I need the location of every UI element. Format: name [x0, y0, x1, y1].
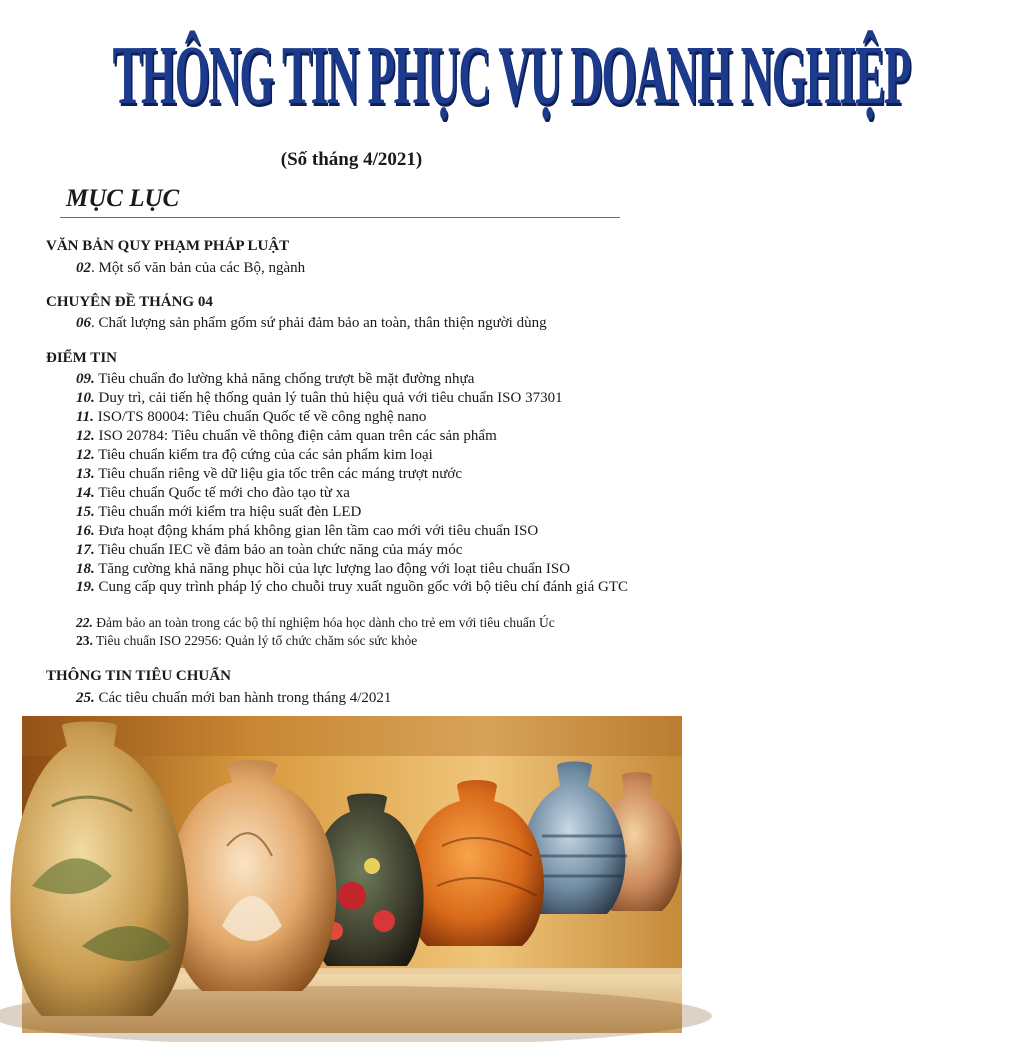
toc-entry[interactable] — [76, 389, 679, 408]
entry-text: ISO 20784: Tiêu chuẩn về thông điện cảm quan trên các sản phẩm — [94, 428, 497, 444]
section-title: THÔNG TIN TIÊU CHUẨN — [46, 668, 231, 684]
toc-entry[interactable] — [76, 408, 679, 427]
page-number: 02 — [76, 260, 91, 276]
entry-text: Chất lượng sản phẩm gốm sứ phải đảm bảo an toàn, thân thiện người dùng — [94, 315, 547, 331]
entry-text: ISO/TS 80004: Tiêu chuẩn Quốc tế về công nghệ nano — [93, 409, 427, 425]
toc-entry[interactable] — [76, 613, 679, 632]
page-number: 25. — [76, 690, 95, 706]
toc-entry[interactable] — [76, 465, 679, 484]
entry-text: Duy trì, cải tiến hệ thống quản lý tuân thủ hiệu quả với tiêu chuẩn ISO 37301 — [94, 390, 563, 406]
toc-entry[interactable] — [76, 427, 679, 446]
toc-entry[interactable] — [76, 370, 679, 389]
page-number: 23. — [76, 633, 93, 648]
toc-entry[interactable] — [76, 541, 679, 560]
masthead — [0, 18, 910, 128]
page-number: 12. — [76, 447, 95, 463]
toc-entry[interactable] — [76, 631, 679, 650]
issue-label: (Số tháng 4/2021) — [280, 149, 423, 170]
page-number: 16. — [76, 523, 95, 539]
page-number: 18. — [76, 561, 95, 577]
entry-text: Tiêu chuẩn Quốc tế mới cho đào tạo từ xa — [94, 485, 350, 501]
toc-entry[interactable] — [76, 484, 679, 503]
page-number: 22. — [76, 615, 93, 630]
entry-text: Tăng cường khả năng phục hồi của lực lượng lao động với loạt tiêu chuẩn ISO — [94, 561, 571, 577]
entry-text: Tiêu chuẩn mới kiểm tra hiệu suất đèn LED — [94, 504, 362, 520]
vases-illustration — [22, 716, 682, 1033]
toc-entry[interactable] — [76, 446, 679, 465]
page-number: 14. — [76, 485, 95, 501]
section-title: CHUYÊN ĐỀ THÁNG 04 — [46, 294, 213, 310]
toc-entry[interactable] — [76, 560, 679, 579]
entry-text: Đảm bảo an toàn trong các bộ thí nghiệm hóa học dành cho trẻ em với tiêu chuẩn Úc — [92, 615, 555, 630]
entry-text: Tiêu chuẩn ISO 22956: Quản lý tổ chức chăm sóc sức khỏe — [92, 633, 418, 648]
entry-text: Một số văn bản của các Bộ, ngành — [94, 260, 306, 276]
entry-text: Tiêu chuẩn IEC về đảm bảo an toàn chức năng của máy móc — [94, 542, 463, 558]
entry-text: Cung cấp quy trình pháp lý cho chuỗi truy xuất nguồn gốc với bộ tiêu chí đánh giá GTC — [94, 579, 629, 595]
entry-separator: . — [91, 260, 95, 276]
toc-entry[interactable] — [76, 503, 679, 522]
entry-separator: . — [91, 315, 95, 331]
page-number: 11. — [76, 409, 94, 425]
toc-entry[interactable] — [76, 314, 679, 333]
page-number: 09. — [76, 371, 95, 387]
entry-text: Các tiêu chuẩn mới ban hành trong tháng 4/2021 — [94, 690, 392, 706]
page-number: 17. — [76, 542, 95, 558]
toc-divider — [60, 217, 620, 218]
entry-text: Đưa hoạt động khám phá không gian lên tầm cao mới với tiêu chuẩn ISO — [94, 523, 539, 539]
page-number: 10. — [76, 390, 95, 406]
toc-heading: MỤC LỤC — [66, 185, 180, 212]
publication-title: THÔNG TIN PHỤC VỤ DOANH NGHIỆP — [112, 27, 910, 122]
page-number: 06 — [76, 315, 91, 331]
entry-text: Tiêu chuẩn kiểm tra độ cứng của các sản phẩm kim loại — [94, 447, 433, 463]
page-number: 13. — [76, 466, 95, 482]
page-number: 15. — [76, 504, 95, 520]
ceramic-vases-photo — [22, 716, 682, 1033]
section-title: VĂN BẢN QUY PHẠM PHÁP LUẬT — [46, 238, 290, 254]
toc-entry[interactable] — [34, 578, 679, 597]
entry-text: Tiêu chuẩn riêng về dữ liệu gia tốc trên các máng trượt nước — [94, 466, 462, 482]
page-number: 12. — [76, 428, 95, 444]
section-title: ĐIỂM TIN — [46, 350, 117, 366]
toc-entry[interactable] — [76, 259, 679, 278]
toc-entry[interactable] — [76, 522, 679, 541]
toc-entry[interactable] — [76, 689, 679, 708]
entry-text: Tiêu chuẩn đo lường khả năng chống trượt bề mặt đường nhựa — [94, 371, 475, 387]
page-number: 19. — [76, 579, 95, 595]
